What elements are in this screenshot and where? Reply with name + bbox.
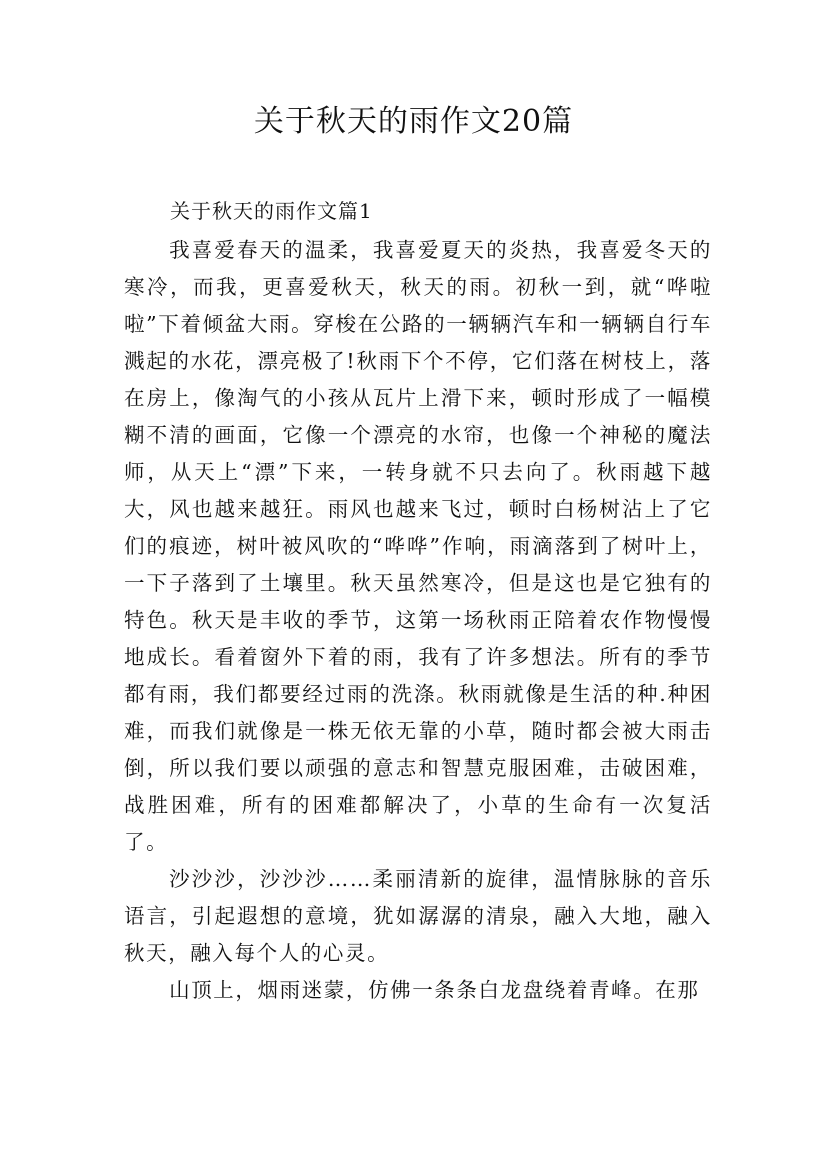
paragraph-2: 沙沙沙，沙沙沙……柔丽清新的旋律，温情脉脉的音乐语言，引起遐想的意境，犹如潺潺的清泉，融入大地，融入秋天，融入每个人的心灵。: [124, 867, 712, 965]
document-title: 关于秋天的雨作文20篇: [253, 104, 574, 139]
document-body: [124, 232, 712, 1009]
paragraph-3: 山顶上，烟雨迷蒙，仿佛一条条白龙盘绕着青峰。在那: [169, 978, 700, 1002]
section-heading: 关于秋天的雨作文篇1: [170, 199, 373, 223]
paragraph-1: 我喜爱春天的温柔，我喜爱夏天的炎热，我喜爱冬天的寒冷，而我，更喜爱秋天，秋天的雨。初秋一到，就“哗啦啦”下着倾盆大雨。穿梭在公路的一辆辆汽车和一辆辆自行车溅起的水花，漂亮极了!秋雨下个不停，它们落在树枝上，落在房上，像淘气的小孩从瓦片上滑下来，顿时形成了一幅模糊不清的画面，它像一个漂亮的水帘，也像一个神秘的魔法师，从天上“漂”下来，一转身就不只去向了。秋雨越下越大，风也越来越狂。雨风也越来飞过，顿时白杨树沾上了它们的痕迹，树叶被风吹的“哗哗”作响，雨滴落到了树叶上，一下子落到了土壤里。秋天虽然寒冷，但是这也是它独有的特色。秋天是丰收的季节，这第一场秋雨正陪着农作物慢慢地成长。看着窗外下着的雨，我有了许多想法。所有的季节都有雨，我们都要经过雨的洗涤。秋雨就像是生活的种.种困难，而我们就像是一株无依无靠的小草，随时都会被大雨击倒，所以我们要以顽强的意志和智慧克服困难，击破困难，战胜困难，所有的困难都解决了，小草的生命有一次复活了。: [124, 238, 712, 854]
